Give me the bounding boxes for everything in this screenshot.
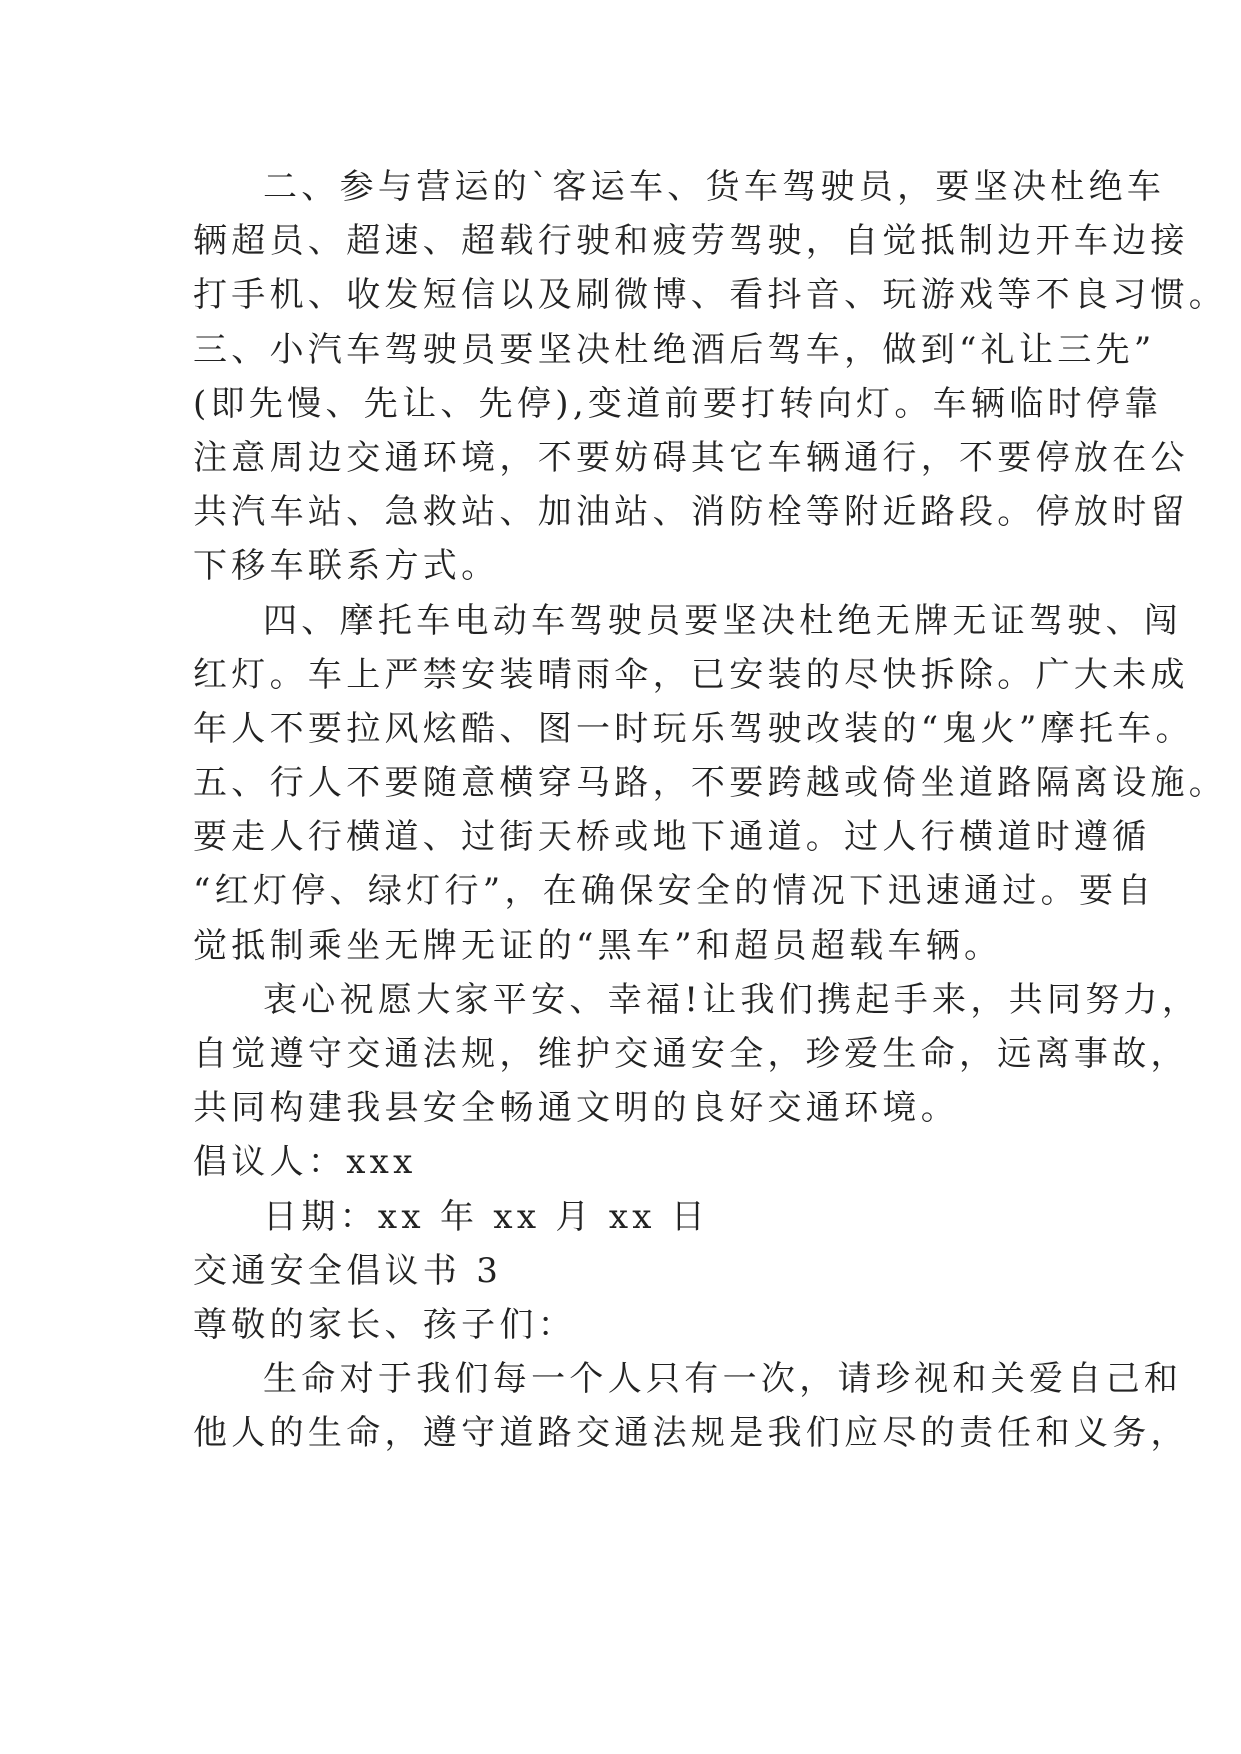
text-line: 四、摩托车电动车驾驶员要坚决杜绝无牌无证驾驶、闯: [263, 600, 1183, 641]
text-line: 五、行人不要随意横穿马路，不要跨越或倚坐道路隔离设施。: [193, 763, 1228, 804]
text-line: 共同构建我县安全畅通文明的良好交通环境。: [193, 1088, 959, 1129]
text-line: 觉抵制乘坐无牌无证的“黑车”和超员超载车辆。: [193, 925, 1003, 966]
date-line: 日期：xx 年 xx 月 xx 日: [263, 1196, 710, 1237]
text-line: 下移车联系方式。: [193, 546, 500, 587]
text-line: (即先慢、先让、先停),变道前要打转向灯。车辆临时停靠: [193, 383, 1163, 424]
salutation: 尊敬的家长、孩子们：: [193, 1304, 576, 1345]
text-line: 衷心祝愿大家平安、幸福!让我们携起手来，共同努力，: [263, 979, 1201, 1020]
text-line: 辆超员、超速、超载行驶和疲劳驾驶，自觉抵制边开车边接: [193, 221, 1189, 262]
text-line: 红灯。车上严禁安装晴雨伞，已安装的尽快拆除。广大未成: [193, 654, 1189, 695]
text-line: 打手机、收发短信以及刷微博、看抖音、玩游戏等不良习惯。: [193, 275, 1228, 316]
section-title: 交通安全倡议书 3: [193, 1250, 503, 1291]
signatory-line: 倡议人：xxx: [193, 1142, 417, 1183]
text-line: 要走人行横道、过街天桥或地下通道。过人行横道时遵循: [193, 817, 1151, 858]
text-line: 注意周边交通环境，不要妨碍其它车辆通行，不要停放在公: [193, 437, 1189, 478]
text-line: 共汽车站、急救站、加油站、消防栓等附近路段。停放时留: [193, 492, 1189, 533]
text-line: 生命对于我们每一个人只有一次，请珍视和关爱自己和: [263, 1359, 1183, 1400]
text-line: “红灯停、绿灯行”，在确保安全的情况下迅速通过。要自: [193, 871, 1156, 912]
text-line: 三、小汽车驾驶员要坚决杜绝酒后驾车，做到“礼让三先”: [193, 329, 1156, 370]
document-body: [193, 160, 1228, 1461]
text-line: 他人的生命，遵守道路交通法规是我们应尽的责任和义务，: [193, 1413, 1189, 1454]
text-line: 自觉遵守交通法规，维护交通安全，珍爱生命，远离事故，: [193, 1034, 1189, 1074]
text-line: 年人不要拉风炫酷、图一时玩乐驾驶改装的“鬼火”摩托车。: [193, 708, 1194, 749]
text-line: 二、参与营运的`客运车、货车驾驶员，要坚决杜绝车: [263, 167, 1166, 207]
